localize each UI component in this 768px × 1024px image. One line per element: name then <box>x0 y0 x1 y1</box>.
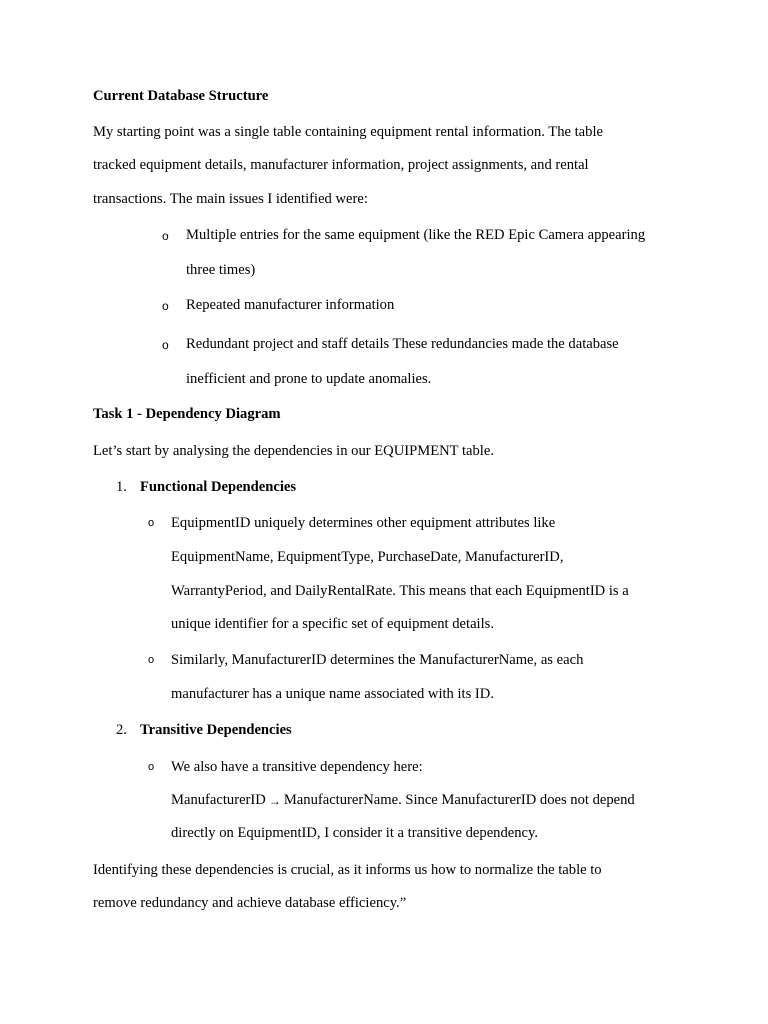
bullet-item-line: Multiple entries for the same equipment (like the RED Epic Camera appearing <box>186 227 646 243</box>
bullet-marker: o <box>148 761 155 773</box>
list-title-functional-dependencies: Functional Dependencies <box>140 479 297 495</box>
bullet-item-line: three times) <box>186 262 256 278</box>
bullet-item-line: Repeated manufacturer information <box>186 297 395 313</box>
dependency-left: ManufacturerID <box>171 792 266 808</box>
bullet-item-line: EquipmentName, EquipmentType, PurchaseDate, ManufacturerID, <box>171 549 564 565</box>
bullet-marker: o <box>162 299 169 313</box>
list-number: 1. <box>116 479 127 495</box>
paragraph-line: transactions. The main issues I identified were: <box>93 191 368 207</box>
section-heading-task-1: Task 1 - Dependency Diagram <box>93 406 281 422</box>
bullet-item-line: Redundant project and staff details These redundancies made the database <box>186 336 619 352</box>
bullet-item-line: We also have a transitive dependency here: <box>171 759 423 775</box>
list-title-transitive-dependencies: Transitive Dependencies <box>140 722 292 738</box>
bullet-item-line: unique identifier for a specific set of equipment details. <box>171 616 494 632</box>
dependency-line <box>171 792 635 809</box>
bullet-marker: o <box>148 517 155 529</box>
dependency-right: ManufacturerName. Since ManufacturerID does not depend <box>283 792 635 808</box>
bullet-marker: o <box>148 654 155 666</box>
bullet-item-line: WarrantyPeriod, and DailyRentalRate. This means that each EquipmentID is a <box>171 583 629 599</box>
bullet-item-line: directly on EquipmentID, I consider it a transitive dependency. <box>171 825 539 841</box>
closing-line: remove redundancy and achieve database efficiency.” <box>93 895 407 911</box>
bullet-item-line: Similarly, ManufacturerID determines the ManufacturerName, as each <box>171 652 584 668</box>
arrow-right-icon: → <box>268 794 281 808</box>
paragraph-line: My starting point was a single table containing equipment rental information. The table <box>93 124 603 140</box>
bullet-marker: o <box>162 229 169 243</box>
paragraph-line: tracked equipment details, manufacturer information, project assignments, and rental <box>93 157 589 173</box>
bullet-item-line: EquipmentID uniquely determines other equipment attributes like <box>171 515 556 531</box>
list-number: 2. <box>116 722 127 738</box>
bullet-marker: o <box>162 338 169 352</box>
intro-line: Let’s start by analysing the dependencies in our EQUIPMENT table. <box>93 443 494 459</box>
bullet-item-line: inefficient and prone to update anomalies. <box>186 371 432 387</box>
bullet-item-line: manufacturer has a unique name associated with its ID. <box>171 686 494 702</box>
section-heading-current-database-structure: Current Database Structure <box>93 88 269 104</box>
closing-line: Identifying these dependencies is crucial, as it informs us how to normalize the table to <box>93 862 602 878</box>
